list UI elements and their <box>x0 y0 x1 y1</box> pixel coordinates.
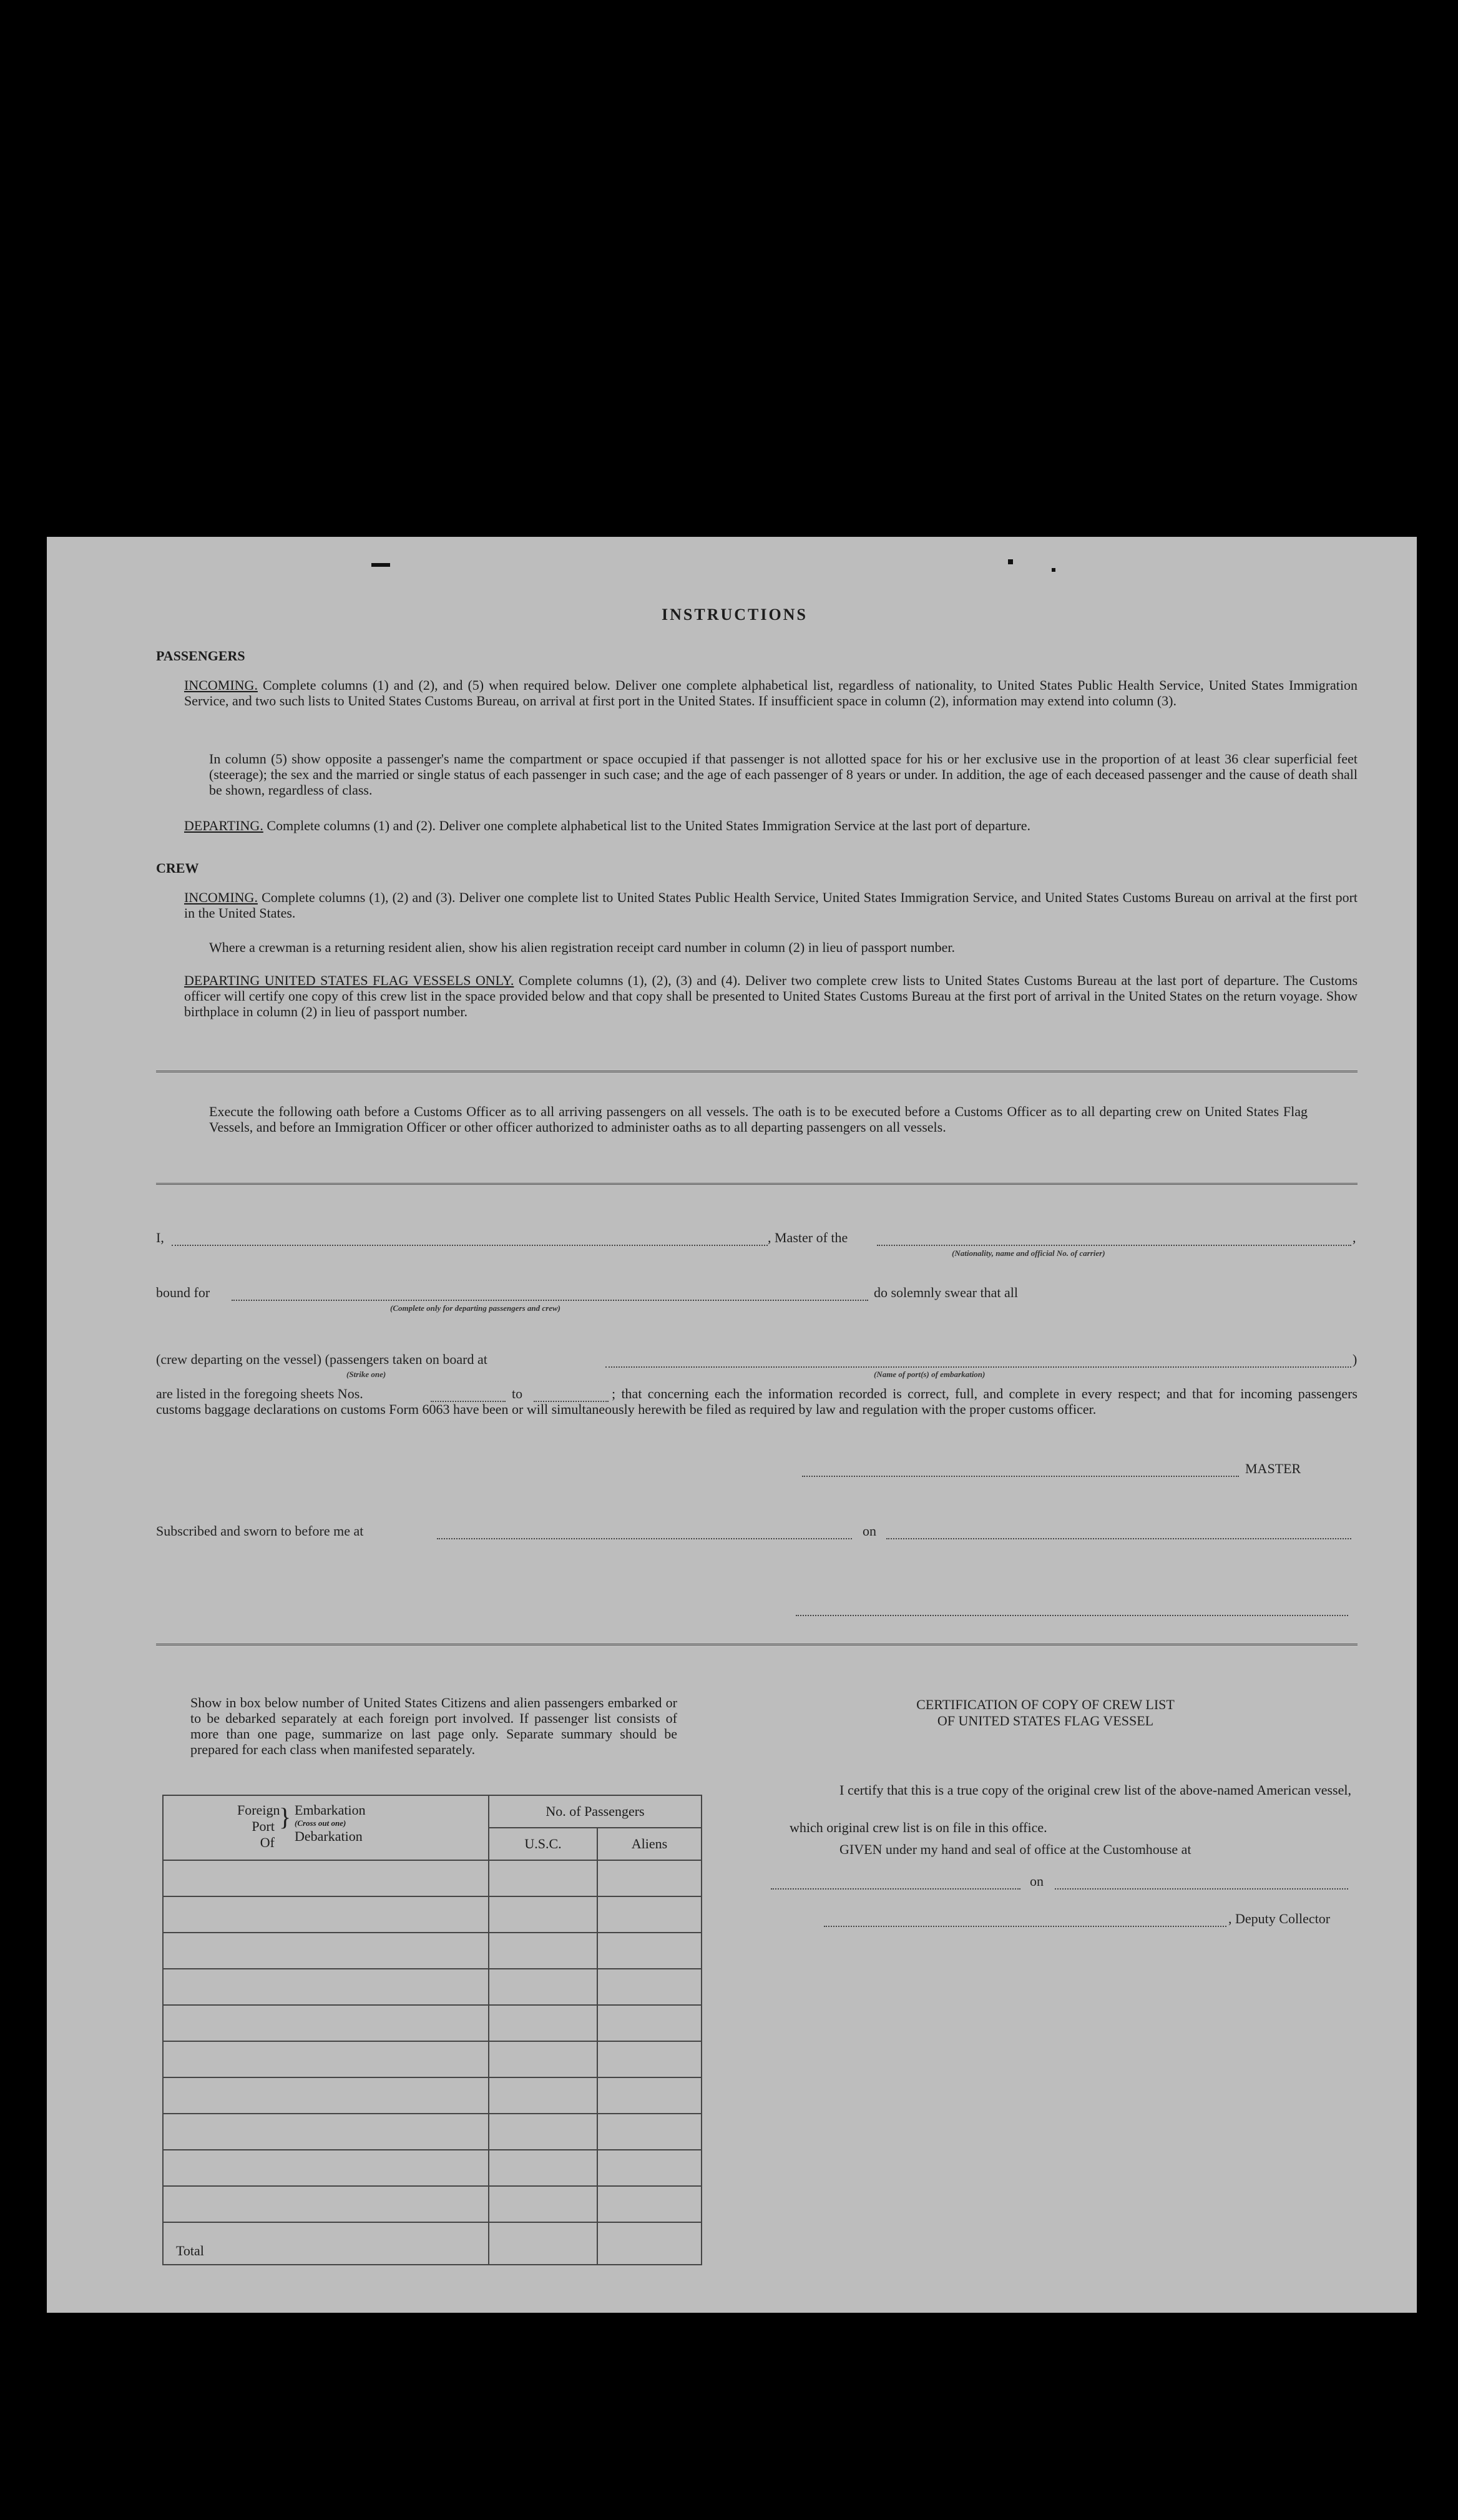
scan-speck <box>1008 559 1013 564</box>
usc-cell[interactable] <box>489 2114 597 2150</box>
bound-for-field[interactable] <box>232 1300 868 1301</box>
port-cell[interactable] <box>163 1969 489 2005</box>
passengers-incoming-paragraph <box>184 677 1358 708</box>
aliens-cell[interactable] <box>597 1933 702 1969</box>
port-cell[interactable] <box>163 1933 489 1969</box>
port-label: Port <box>252 1818 275 1834</box>
subscribed-date-field[interactable] <box>886 1538 1351 1539</box>
certification-date-field[interactable] <box>1055 1888 1348 1890</box>
crew-resident-paragraph: Where a crewman is a returning resident alien, show his alien registration receipt card number in column (2) in lieu of passport number. <box>209 939 955 955</box>
usc-cell[interactable] <box>489 2005 597 2041</box>
crew-incoming-label: INCOMING. <box>184 890 258 905</box>
aliens-cell[interactable] <box>597 2041 702 2077</box>
oath-listed-suffix: ; that concerning each the information recorded is correct, full, and complete in every respect; and that for incoming passengers customs baggage declarations on customs Form 6063 have been or will simultaneously herewith be filed as required by law and regulation with the proper customs officer. <box>156 1386 1358 1417</box>
section-divider <box>156 1644 1358 1645</box>
aliens-cell[interactable] <box>597 1896 702 1933</box>
embarkation-label: Embarkation <box>295 1802 366 1818</box>
oath-close-paren: ) <box>1353 1351 1358 1367</box>
aliens-cell[interactable] <box>597 2114 702 2150</box>
port-cell[interactable] <box>163 2005 489 2041</box>
port-cell[interactable] <box>163 1896 489 1933</box>
usc-header: U.S.C. <box>489 1828 597 1860</box>
deputy-collector-label: , Deputy Collector <box>1228 1911 1331 1926</box>
certification-on: on <box>1030 1873 1044 1889</box>
strike-note: (Strike one) <box>346 1370 386 1379</box>
usc-cell[interactable] <box>489 1860 597 1896</box>
aliens-cell[interactable] <box>597 2005 702 2041</box>
ports-note: (Name of port(s) of embarkation) <box>874 1370 986 1379</box>
usc-cell[interactable] <box>489 2186 597 2222</box>
crew-departing-text: Complete columns (1), (2), (3) and (4). Deliver two complete crew lists to United States Customs Bureau at the last port of departure. The Customs officer will certify one copy of this crew list in the space provided below and that copy shall be presented to United States Customs Bureau at the first port of arrival in the United States on the return voyage. Show birthplace in column (2) in lieu of passport number. <box>184 973 1358 1019</box>
passenger-summary-table <box>162 1795 702 2265</box>
port-header-cell <box>163 1795 489 1860</box>
master-signature-field[interactable] <box>802 1476 1239 1477</box>
box-intro-paragraph: Show in box below number of United States Citizens and alien passengers embarked or to be debarked separately at each foreign port involved. If passenger list consists of more than one page, summarize on last page only. Separate summary should be prepared for each class when manifested separately. <box>190 1695 677 1757</box>
total-usc-cell[interactable] <box>489 2222 597 2265</box>
section-divider <box>156 1071 1358 1072</box>
port-cell[interactable] <box>163 1860 489 1896</box>
total-label: Total <box>163 2222 489 2265</box>
port-cell[interactable] <box>163 2114 489 2150</box>
certification-title-2: OF UNITED STATES FLAG VESSEL <box>937 1713 1154 1728</box>
usc-cell[interactable] <box>489 1896 597 1933</box>
embarkation-ports-field[interactable] <box>605 1366 1351 1368</box>
oath-listed-prefix: are listed in the foregoing sheets Nos. <box>156 1386 363 1401</box>
customhouse-field[interactable] <box>771 1888 1020 1890</box>
total-aliens-cell[interactable] <box>597 2222 702 2265</box>
passengers-incoming-text: Complete columns (1) and (2), and (5) when required below. Deliver one complete alphabetical list, regardless of nationality, to United States Public Health Service, United States Immigration Service, and two such lists to United States Customs Bureau, on arrival at first port in the United States. If insufficient space in column (2), information may extend into column (3). <box>184 677 1358 708</box>
form-sheet <box>47 537 1417 2313</box>
oath-to: to <box>512 1386 523 1401</box>
passengers-incoming-label: INCOMING. <box>184 677 258 693</box>
oath-intro-paragraph: Execute the following oath before a Customs Officer as to all arriving passengers on all vessels. The oath is to be executed before a Customs Officer as to all departing crew on United States Flag Vessels, and before an Immigration Officer or other officer authorized to administer oaths as to all departing passengers on all vessels. <box>209 1104 1308 1135</box>
master-label: MASTER <box>1245 1461 1301 1476</box>
passengers-heading: PASSENGERS <box>156 648 245 664</box>
aliens-cell[interactable] <box>597 2150 702 2186</box>
foreign-label: Foreign <box>237 1802 280 1818</box>
crew-incoming-paragraph <box>184 890 1358 921</box>
aliens-cell[interactable] <box>597 1969 702 2005</box>
oath-swear: do solemnly swear that all <box>874 1285 1018 1300</box>
carrier-field[interactable] <box>877 1245 1351 1246</box>
carrier-note: (Nationality, name and official No. of carrier) <box>952 1248 1105 1258</box>
oath-bound-for: bound for <box>156 1285 210 1300</box>
oath-crew-passengers: (crew departing on the vessel) (passengers taken on board at <box>156 1351 487 1367</box>
usc-cell[interactable] <box>489 1933 597 1969</box>
scan-speck <box>371 563 390 567</box>
debarkation-label: Debarkation <box>295 1828 363 1844</box>
section-divider <box>156 1183 1358 1185</box>
crew-departing-label: DEPARTING UNITED STATES FLAG VESSELS ONLY. <box>184 973 514 988</box>
crew-departing-paragraph <box>184 973 1358 1019</box>
page-title: INSTRUCTIONS <box>662 605 808 624</box>
officer-signature-field[interactable] <box>796 1615 1348 1616</box>
oath-comma: , <box>1353 1230 1356 1245</box>
of-label: Of <box>260 1835 275 1850</box>
usc-cell[interactable] <box>489 2077 597 2114</box>
usc-cell[interactable] <box>489 1969 597 2005</box>
subscribed-place-field[interactable] <box>437 1538 852 1539</box>
deputy-signature-field[interactable] <box>824 1926 1226 1927</box>
certification-given: GIVEN under my hand and seal of office at the Customhouse at <box>839 1841 1191 1857</box>
crew-incoming-text: Complete columns (1), (2) and (3). Deliver one complete list to United States Public Health Service, United States Immigration Service, and United States Customs Bureau on arrival at the first port in the United States. <box>184 890 1358 921</box>
scan-speck <box>1052 568 1055 572</box>
brace-icon: } <box>279 1803 291 1831</box>
passengers-departing-text: Complete columns (1) and (2). Deliver one complete alphabetical list to the United States Immigration Service at the last port of departure. <box>267 818 1031 833</box>
no-passengers-header: No. of Passengers <box>489 1795 702 1828</box>
subscribed-label: Subscribed and sworn to before me at <box>156 1523 364 1539</box>
crew-heading: CREW <box>156 860 199 876</box>
subscribed-on: on <box>863 1523 876 1539</box>
usc-cell[interactable] <box>489 2150 597 2186</box>
passengers-departing-label: DEPARTING. <box>184 818 263 833</box>
port-cell[interactable] <box>163 2186 489 2222</box>
oath-master-of: , Master of the <box>768 1230 848 1245</box>
aliens-cell[interactable] <box>597 1860 702 1896</box>
bound-note: (Complete only for departing passengers and crew) <box>390 1303 560 1313</box>
aliens-header: Aliens <box>597 1828 702 1860</box>
port-cell[interactable] <box>163 2077 489 2114</box>
usc-cell[interactable] <box>489 2041 597 2077</box>
port-cell[interactable] <box>163 2150 489 2186</box>
cross-out-note: (Cross out one) <box>295 1818 346 1828</box>
master-name-field[interactable] <box>172 1245 768 1246</box>
passengers-column5-paragraph: In column (5) show opposite a passenger's name the compartment or space occupied if that passenger is not allotted space for his or her exclusive use in the proportion of at least 36 clear superficial feet (steerage); the sex and the married or single status of each passenger in such case; and the age of each passenger of 8 years or under. In addition, the age of each deceased passenger and the cause of death shall be shown, regardless of class. <box>209 751 1358 798</box>
oath-i-label: I, <box>156 1230 164 1245</box>
certification-body: I certify that this is a true copy of the original crew list of the above-named American vessel, which original crew list is on file in this office. <box>790 1782 1351 1835</box>
aliens-cell[interactable] <box>597 2077 702 2114</box>
aliens-cell[interactable] <box>597 2186 702 2222</box>
port-cell[interactable] <box>163 2041 489 2077</box>
passengers-departing-paragraph <box>184 818 1358 833</box>
certification-title-1: CERTIFICATION OF COPY OF CREW LIST <box>916 1697 1175 1712</box>
